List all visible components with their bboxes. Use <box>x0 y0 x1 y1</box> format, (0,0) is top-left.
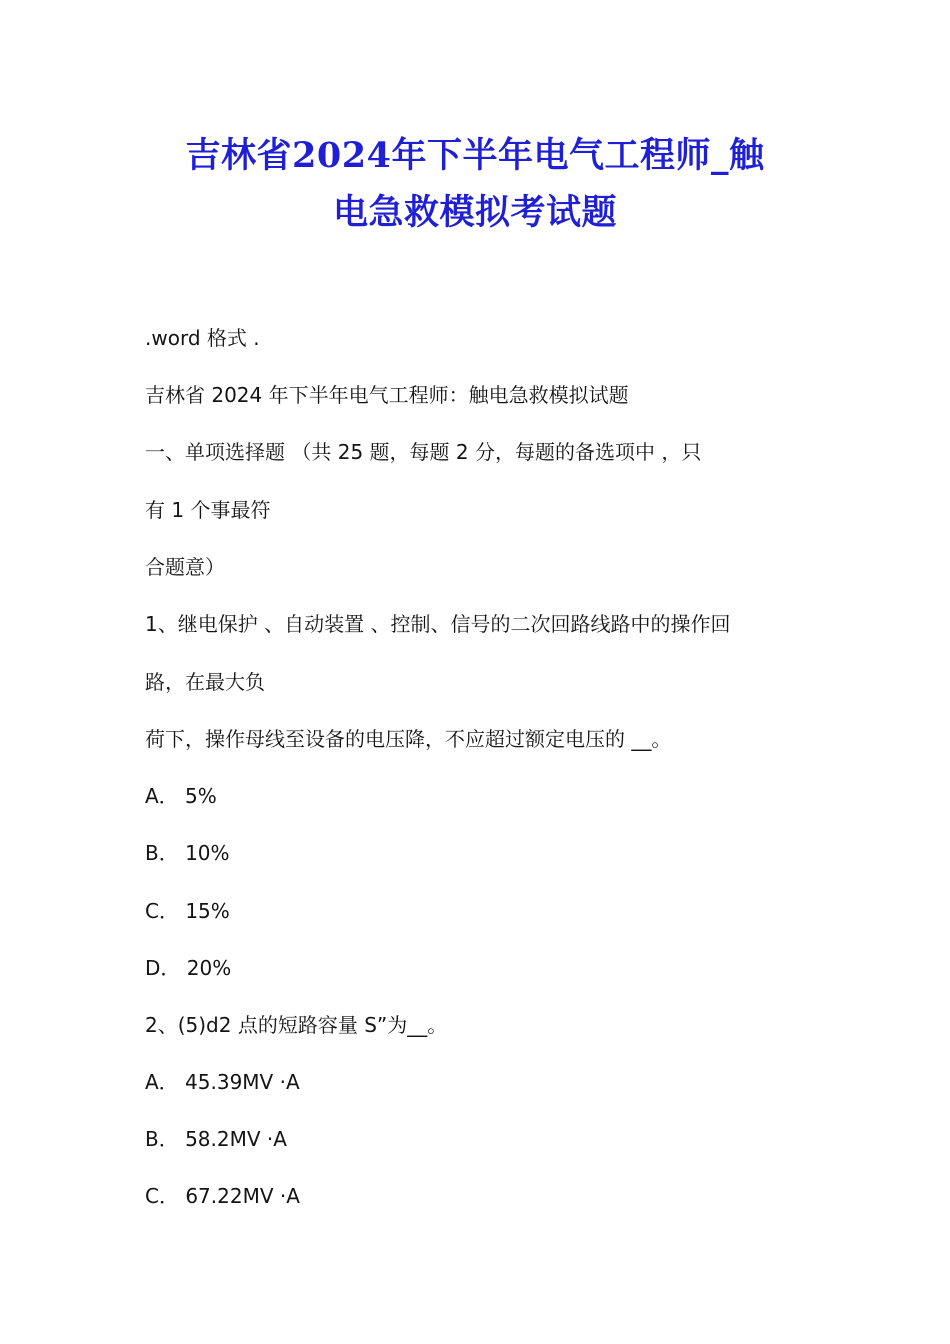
question-2: 2、(5)d2 点的短路容量 S”为__。 <box>145 1013 448 1037</box>
question-1-line-2: 路，在最大负 <box>145 670 265 694</box>
question-1-line-3: 荷下，操作母线至设备的电压降，不应超过额定电压的 __。 <box>145 727 672 751</box>
question-1-option-a: A． 5% <box>145 784 217 808</box>
question-2-option-a: A． 45.39MV ·A <box>145 1070 300 1094</box>
title-line-2: 电急救模拟考试题 <box>332 192 617 233</box>
question-2-option-b: B． 58.2MV ·A <box>145 1127 287 1151</box>
document-title <box>100 127 850 241</box>
question-1-option-c: C． 15% <box>145 899 230 923</box>
section-heading-line-1: 一、单项选择题 （共 25 题，每题 2 分，每题的备选项中 ，只 <box>145 440 702 464</box>
question-2-option-c: C． 67.22MV ·A <box>145 1184 300 1208</box>
exam-subtitle: 吉林省 2024 年下半年电气工程师：触电急救模拟试题 <box>145 383 629 407</box>
section-heading-line-3: 合题意） <box>145 555 225 579</box>
format-note: .word 格式 . <box>145 326 260 350</box>
title-line-1: 吉林省2024年下半年电气工程师_触 <box>185 135 765 176</box>
question-1-option-d: D． 20% <box>145 956 232 980</box>
section-heading-line-2: 有 1 个事最符 <box>145 498 271 522</box>
question-1-line-1: 1、继电保护 、自动装置 、控制、信号的二次回路线路中的操作回 <box>145 612 731 636</box>
question-1-option-b: B． 10% <box>145 841 230 865</box>
